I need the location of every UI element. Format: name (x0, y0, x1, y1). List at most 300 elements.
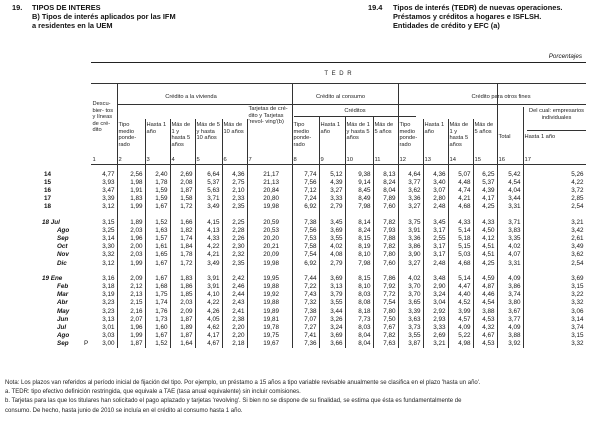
table-cell: 5,22 (458, 331, 471, 339)
table-cell: 3,83 (508, 227, 521, 235)
table-cell: 3,99 (458, 307, 471, 315)
table-cell: 1,87 (180, 315, 193, 323)
table-cell: 19,98 (263, 203, 279, 211)
table-cell: 2,54 (571, 259, 584, 267)
table-cell: 4,68 (458, 259, 471, 267)
table-cell: 4,04 (508, 187, 521, 195)
table-cell: 1,52 (155, 339, 168, 347)
table-cell: 2,25 (232, 219, 245, 226)
table-cell: 8,03 (358, 291, 371, 299)
group-empresarios: Del cual: empresarios individuales (528, 108, 584, 121)
column-number-5: 5 (196, 157, 200, 163)
table-cell: 7,72 (383, 291, 396, 299)
table-cell: 3,12 (102, 259, 115, 267)
table-cell: 2,55 (433, 235, 446, 243)
table-cell: 1,65 (155, 251, 168, 259)
table-cell: 1,74 (180, 235, 193, 243)
table-cell: 4,02 (408, 275, 421, 283)
table-cell: 8,24 (383, 179, 396, 187)
table-cell: 2,93 (433, 315, 446, 323)
table-cell: 19,88 (263, 299, 279, 307)
table-cell: 4,32 (482, 323, 495, 331)
table-cell: 1,64 (180, 339, 193, 347)
column-rule (117, 83, 118, 348)
row-label: Ago (57, 227, 70, 235)
table-cell: 2,30 (232, 243, 245, 251)
table-cell: 4,62 (207, 323, 220, 331)
table-cell: 4,22 (571, 179, 584, 187)
table-cell: 3,42 (571, 227, 584, 235)
table-cell: 5,26 (571, 171, 584, 178)
table-cell: 5,63 (207, 187, 220, 195)
table-cell: 4,21 (207, 251, 220, 259)
table-cell: 2,09 (180, 307, 193, 315)
column-header-8: Tipo medio ponde- rado (293, 122, 312, 148)
column-number-12: 12 (399, 157, 406, 163)
table-cell: 8,15 (358, 235, 371, 243)
table-cell: 6,25 (482, 171, 495, 178)
table-cell: 3,23 (102, 307, 115, 315)
table-cell: 3,32 (571, 339, 584, 347)
table-cell: 3,75 (408, 219, 421, 226)
table-cell: 19,75 (263, 331, 279, 339)
table-cell: 8,45 (358, 187, 371, 195)
table-cell: 3,32 (102, 251, 115, 259)
tedr-header: T E D R (324, 71, 353, 77)
table-cell: 4,22 (207, 243, 220, 251)
row-label: 19 Ene (42, 275, 63, 283)
table-cell: 5,42 (508, 171, 521, 178)
table-cell: 3,77 (508, 315, 521, 323)
column-rule (497, 83, 498, 348)
table-cell: 4,05 (207, 315, 220, 323)
table-cell: 4,53 (482, 315, 495, 323)
table-cell: 4,47 (458, 283, 471, 291)
table-cell: 2,09 (130, 275, 143, 283)
column-header-12: Tipo medio ponde- rado (399, 122, 418, 148)
column-rule (398, 83, 399, 348)
table-cell: 7,53 (304, 235, 317, 243)
column-number-16: 16 (498, 157, 505, 163)
row-label: 15 (44, 179, 52, 187)
table-cell: 3,69 (330, 227, 343, 235)
table-cell: 1,67 (155, 203, 168, 211)
otros-rule (416, 104, 586, 105)
table-cell: 4,39 (330, 179, 343, 187)
column-rule (448, 119, 449, 348)
table-cell: 3,13 (330, 283, 343, 291)
table-cell: 7,60 (383, 259, 396, 267)
table-cell: 4,46 (482, 291, 495, 299)
table-cell: 2,56 (130, 171, 143, 178)
table-cell: 2,20 (232, 331, 245, 339)
column-number-8: 8 (293, 157, 297, 163)
table-cell: 1,58 (180, 195, 193, 203)
table-cell: 7,80 (383, 251, 396, 259)
table-cell: 7,67 (383, 323, 396, 331)
row-label: Jun (57, 315, 69, 323)
table-cell: 3,93 (102, 179, 115, 187)
column-number-14: 14 (449, 157, 456, 163)
table-cell: 3,39 (408, 307, 421, 315)
table-cell: 3,14 (102, 235, 115, 243)
table-cell: 4,51 (482, 251, 495, 259)
table-cell: 3,91 (207, 283, 220, 291)
table-cell: 3,15 (571, 283, 584, 291)
empresarios-rule (527, 130, 586, 131)
table-cell: 19,67 (263, 339, 279, 347)
table-cell: 3,88 (508, 331, 521, 339)
header-bottom-rule (91, 164, 586, 165)
column-header-15: Más de 5 años (474, 122, 494, 135)
table-cell: 3,91 (207, 275, 220, 283)
table-cell: 3,17 (433, 243, 446, 251)
table-cell: 2,32 (232, 251, 245, 259)
column-number-2: 2 (118, 157, 122, 163)
column-header-14: Más de 1 y hasta 5 años (449, 122, 469, 148)
row-label: Oct (57, 243, 68, 251)
table-cell: 4,52 (458, 299, 471, 307)
table-cell: 7,50 (383, 315, 396, 323)
table-cell: 5,14 (458, 227, 471, 235)
note-general: Nota: Los plazos van referidos al período inicial de fijación del tipo. Por ejemplo, un préstamo a 15 años a tipo variable revisable anualmente se clasifica en el plazo 'hasta un año'. (5, 380, 481, 386)
table-cell: 21,17 (263, 171, 279, 178)
table-cell: 3,36 (408, 195, 421, 203)
column-header-4: Más de 1 y hasta 5 años (171, 122, 191, 148)
table-cell: 8,08 (358, 299, 371, 307)
table-cell: 2,40 (155, 171, 168, 178)
row-label: 17 (44, 195, 52, 203)
table-cell: 1,67 (155, 275, 168, 283)
units-label: Porcentajes (548, 53, 582, 60)
table-cell: 7,56 (304, 227, 317, 235)
table-cell: 2,26 (232, 235, 245, 243)
column-header-16: Total (498, 134, 511, 140)
table-cell: 3,03 (102, 331, 115, 339)
table-cell: 3,25 (102, 227, 115, 235)
table-cell: 1,89 (130, 219, 143, 226)
table-cell: 2,35 (232, 203, 245, 211)
table-cell: 8,19 (358, 243, 371, 251)
column-header-3: Hasta 1 año (146, 122, 167, 135)
table-cell: 3,69 (571, 275, 584, 283)
table-cell: 20,09 (263, 251, 279, 259)
table-cell: 5,12 (330, 171, 343, 178)
table-cell: 7,63 (383, 339, 396, 347)
column-rule (373, 117, 374, 348)
table-cell: 4,33 (458, 219, 471, 226)
table-cell: 4,15 (207, 219, 220, 226)
column-number-7: 7 (248, 157, 252, 163)
table-cell: 4,08 (330, 251, 343, 259)
table-cell: 3,17 (433, 227, 446, 235)
table-cell: 3,12 (102, 203, 115, 211)
table-cell: 19,89 (263, 307, 279, 315)
group-otros: Crédito para otros fines (471, 94, 531, 100)
table-cell: 7,56 (304, 179, 317, 187)
table-cell: 3,92 (508, 339, 521, 347)
table-cell: 7,98 (358, 203, 371, 211)
table-cell: 3,13 (102, 315, 115, 323)
table-cell: 4,33 (482, 219, 495, 226)
table-cell: 3,27 (408, 203, 421, 211)
table-cell: 3,55 (330, 235, 343, 243)
table-cell: 4,54 (482, 299, 495, 307)
table-cell: 2,12 (130, 283, 143, 291)
note-b-cont: consumo. De hecho, hasta junio de 2010 se incluía en el crédito al consumo hasta 1 año. (5, 407, 243, 414)
table-title: Tipos de interés (TEDR) de nuevas operaciones. (393, 3, 563, 12)
table-cell: 2,10 (232, 187, 245, 195)
column-number-13: 13 (424, 157, 431, 163)
table-cell: 1,96 (130, 235, 143, 243)
table-cell: 1,66 (180, 219, 193, 226)
table-cell: 1,60 (155, 323, 168, 331)
table-cell: 4,39 (482, 187, 495, 195)
table-cell: 2,69 (180, 171, 193, 178)
column-number-15: 15 (474, 157, 481, 163)
table-cell: 20,59 (263, 219, 279, 226)
table-cell: 19,92 (263, 291, 279, 299)
table-cell: 5,15 (458, 243, 471, 251)
table-cell: 4,25 (482, 203, 495, 211)
table-cell: 19,78 (263, 323, 279, 331)
row-label: Feb (57, 283, 69, 291)
column-header-5: Más de 5 y hasta 10 años (196, 122, 220, 141)
table-cell: 1,89 (180, 323, 193, 331)
table-cell: 3,45 (433, 219, 446, 226)
table-cell: 3,45 (330, 219, 343, 226)
table-cell: 8,49 (358, 195, 371, 203)
table-cell: 7,54 (383, 299, 396, 307)
table-cell: 1,78 (155, 179, 168, 187)
table-cell: 3,17 (433, 251, 446, 259)
table-cell: 3,00 (102, 339, 115, 347)
table-cell: 1,52 (155, 219, 168, 226)
table-cell: 2,46 (232, 283, 245, 291)
table-cell: 3,39 (102, 195, 115, 203)
table-cell: 6,64 (207, 171, 220, 178)
table-cell: 3,49 (207, 259, 220, 267)
table-cell: 3,72 (571, 187, 584, 195)
table-cell: 8,10 (358, 251, 371, 259)
table-cell: 2,18 (232, 339, 245, 347)
table-cell: 1,59 (155, 195, 168, 203)
column-header-17: Hasta 1 año (524, 134, 556, 140)
table-cell: 2,42 (232, 275, 245, 283)
table-cell: 20,80 (263, 195, 279, 203)
table-cell: 7,27 (304, 323, 317, 331)
table-cell: 4,57 (458, 315, 471, 323)
table-cell: 3,65 (408, 299, 421, 307)
table-cell: 3,24 (330, 323, 343, 331)
row-label: 18 (44, 203, 52, 211)
table-cell: 3,67 (508, 307, 521, 315)
table-cell: 4,02 (330, 243, 343, 251)
table-number: 19.4 (368, 3, 383, 12)
table-cell: 4,67 (207, 339, 220, 347)
table-cell: 1,61 (155, 243, 168, 251)
table-cell: 2,44 (232, 291, 245, 299)
table-cell: 4,33 (207, 235, 220, 243)
table-cell: 2,90 (433, 283, 446, 291)
table-cell: 4,17 (207, 331, 220, 339)
table-cell: 2,43 (232, 299, 245, 307)
table-cell: 5,37 (207, 179, 220, 187)
table-cell: 3,31 (508, 203, 521, 211)
table-cell: 3,86 (508, 283, 521, 291)
table-cell: 3,35 (508, 235, 521, 243)
table-cell: 3,18 (102, 283, 115, 291)
table-cell: 20,20 (263, 235, 279, 243)
row-label: Sep (57, 235, 69, 243)
table-cell: 4,26 (207, 307, 220, 315)
table-cell: 2,69 (433, 331, 446, 339)
table-cell: 8,10 (358, 283, 371, 291)
table-cell: 2,38 (232, 315, 245, 323)
table-cell: 4,64 (408, 171, 421, 178)
table-cell: 2,35 (232, 259, 245, 267)
section-title: TIPOS DE INTERES (32, 3, 101, 12)
table-cell: 3,01 (102, 323, 115, 331)
column-number-10: 10 (346, 157, 353, 163)
table-cell: 7,86 (383, 275, 396, 283)
row-label: Abr (57, 299, 68, 307)
table-cell: 19,88 (263, 283, 279, 291)
table-cell: 19,98 (263, 259, 279, 267)
table-cell: 1,83 (180, 275, 193, 283)
table-cell: 3,15 (571, 331, 584, 339)
column-rule (319, 117, 320, 348)
row-label: 18 Jul (42, 219, 60, 226)
table-cell: 21,13 (263, 179, 279, 187)
table-cell: 2,61 (571, 235, 584, 243)
table-cell: 1,68 (155, 283, 168, 291)
table-cell: 3,69 (330, 331, 343, 339)
table-cell: 9,14 (358, 179, 371, 187)
table-cell: 3,33 (330, 195, 343, 203)
table-cell: 3,27 (330, 187, 343, 195)
column-number-6: 6 (223, 157, 227, 163)
table-cell: 1,84 (180, 243, 193, 251)
column-number-11: 11 (374, 157, 381, 163)
table-cell: 1,76 (155, 307, 168, 315)
table-cell: 3,71 (508, 219, 521, 226)
table-cell: 4,50 (482, 227, 495, 235)
table-cell: 4,10 (207, 291, 220, 299)
table-cell: 5,03 (458, 251, 471, 259)
column-number-3: 3 (146, 157, 150, 163)
table-cell: 7,73 (358, 315, 371, 323)
table-cell: 3,21 (571, 219, 584, 226)
table-cell: 1,78 (180, 251, 193, 259)
table-cell: 7,92 (383, 283, 396, 291)
table-cell: 4,51 (482, 243, 495, 251)
table-cell: 7,58 (304, 243, 317, 251)
row-label: 14 (44, 171, 52, 178)
column-rule (423, 119, 424, 348)
table-cell: 4,09 (508, 323, 521, 331)
table-cell: 3,27 (408, 259, 421, 267)
table-cell: 7,38 (304, 307, 317, 315)
table-cell: 2,80 (433, 195, 446, 203)
table-cell: 3,77 (408, 179, 421, 187)
table-subtitle: Préstamos y créditos a hogares e ISFLSH. (393, 12, 542, 21)
table-cell: 3,16 (102, 275, 115, 283)
group-vivienda: Crédito a la vivienda (165, 94, 217, 100)
table-cell: 5,07 (458, 171, 471, 178)
table-cell: 1,72 (180, 259, 193, 267)
table-cell: 3,88 (482, 307, 495, 315)
table-cell: 4,59 (482, 275, 495, 283)
table-cell: 3,80 (508, 299, 521, 307)
table-cell: 1,73 (155, 315, 168, 323)
table-cell: 2,15 (130, 299, 143, 307)
table-cell: 1,96 (130, 323, 143, 331)
column-header-1: Descu- bier- tos y líneas de cré- dito (92, 101, 114, 133)
table-cell: 3,04 (433, 299, 446, 307)
table-cell: 2,16 (130, 307, 143, 315)
table-cell: 1,99 (130, 203, 143, 211)
row-label: Nov (57, 251, 69, 259)
table-cell: 4,07 (508, 251, 521, 259)
table-cell: 3,19 (102, 291, 115, 299)
row-label: Dic (57, 259, 67, 267)
table-cell: 1,87 (180, 331, 193, 339)
table-cell: 3,63 (408, 315, 421, 323)
note-a: a. TEDR: tipo efectivo definición restringida, que equivale a TAE (tasa anual equivalente) sin incluir comisiones. (5, 389, 301, 396)
table-cell: 3,66 (330, 339, 343, 347)
table-cell: 3,90 (408, 251, 421, 259)
table-cell: 19,95 (263, 275, 279, 283)
table-cell: 1,86 (180, 283, 193, 291)
table-cell: 3,26 (330, 315, 343, 323)
column-header-11: Más de 5 años (374, 122, 394, 135)
table-cell: 1,91 (130, 187, 143, 195)
table-cell: 1,99 (130, 259, 143, 267)
table-cell: 1,72 (180, 203, 193, 211)
table-cell: 7,98 (358, 259, 371, 267)
table-cell: 4,68 (458, 203, 471, 211)
table-cell: 3,22 (571, 291, 584, 299)
table-cell: 2,75 (232, 179, 245, 187)
table-cell: 7,54 (304, 251, 317, 259)
table-cell: 2,54 (571, 203, 584, 211)
table-cell: 4,09 (458, 323, 471, 331)
table-cell: 2,41 (232, 307, 245, 315)
table-cell: 2,48 (433, 259, 446, 267)
table-cell: 3,70 (408, 283, 421, 291)
table-cell: 7,41 (304, 331, 317, 339)
table-cell: 3,44 (330, 307, 343, 315)
table-cell: 5,18 (458, 235, 471, 243)
table-cell: 9,38 (358, 171, 371, 178)
column-rule (292, 83, 293, 348)
table-cell: 4,53 (482, 339, 495, 347)
table-cell: 7,44 (304, 275, 317, 283)
table-cell: 3,49 (571, 243, 584, 251)
table-cell: 3,55 (330, 299, 343, 307)
table-cell: 20,21 (263, 243, 279, 251)
table-cell: 7,22 (304, 283, 317, 291)
table-cell: 4,13 (207, 227, 220, 235)
table-cell: 4,74 (458, 187, 471, 195)
table-cell: 6,92 (304, 203, 317, 211)
table-cell: 3,36 (408, 235, 421, 243)
table-cell: 3,71 (207, 195, 220, 203)
table-cell: 3,74 (508, 291, 521, 299)
table-cell: 4,09 (508, 275, 521, 283)
table-cell: 8,04 (358, 331, 371, 339)
